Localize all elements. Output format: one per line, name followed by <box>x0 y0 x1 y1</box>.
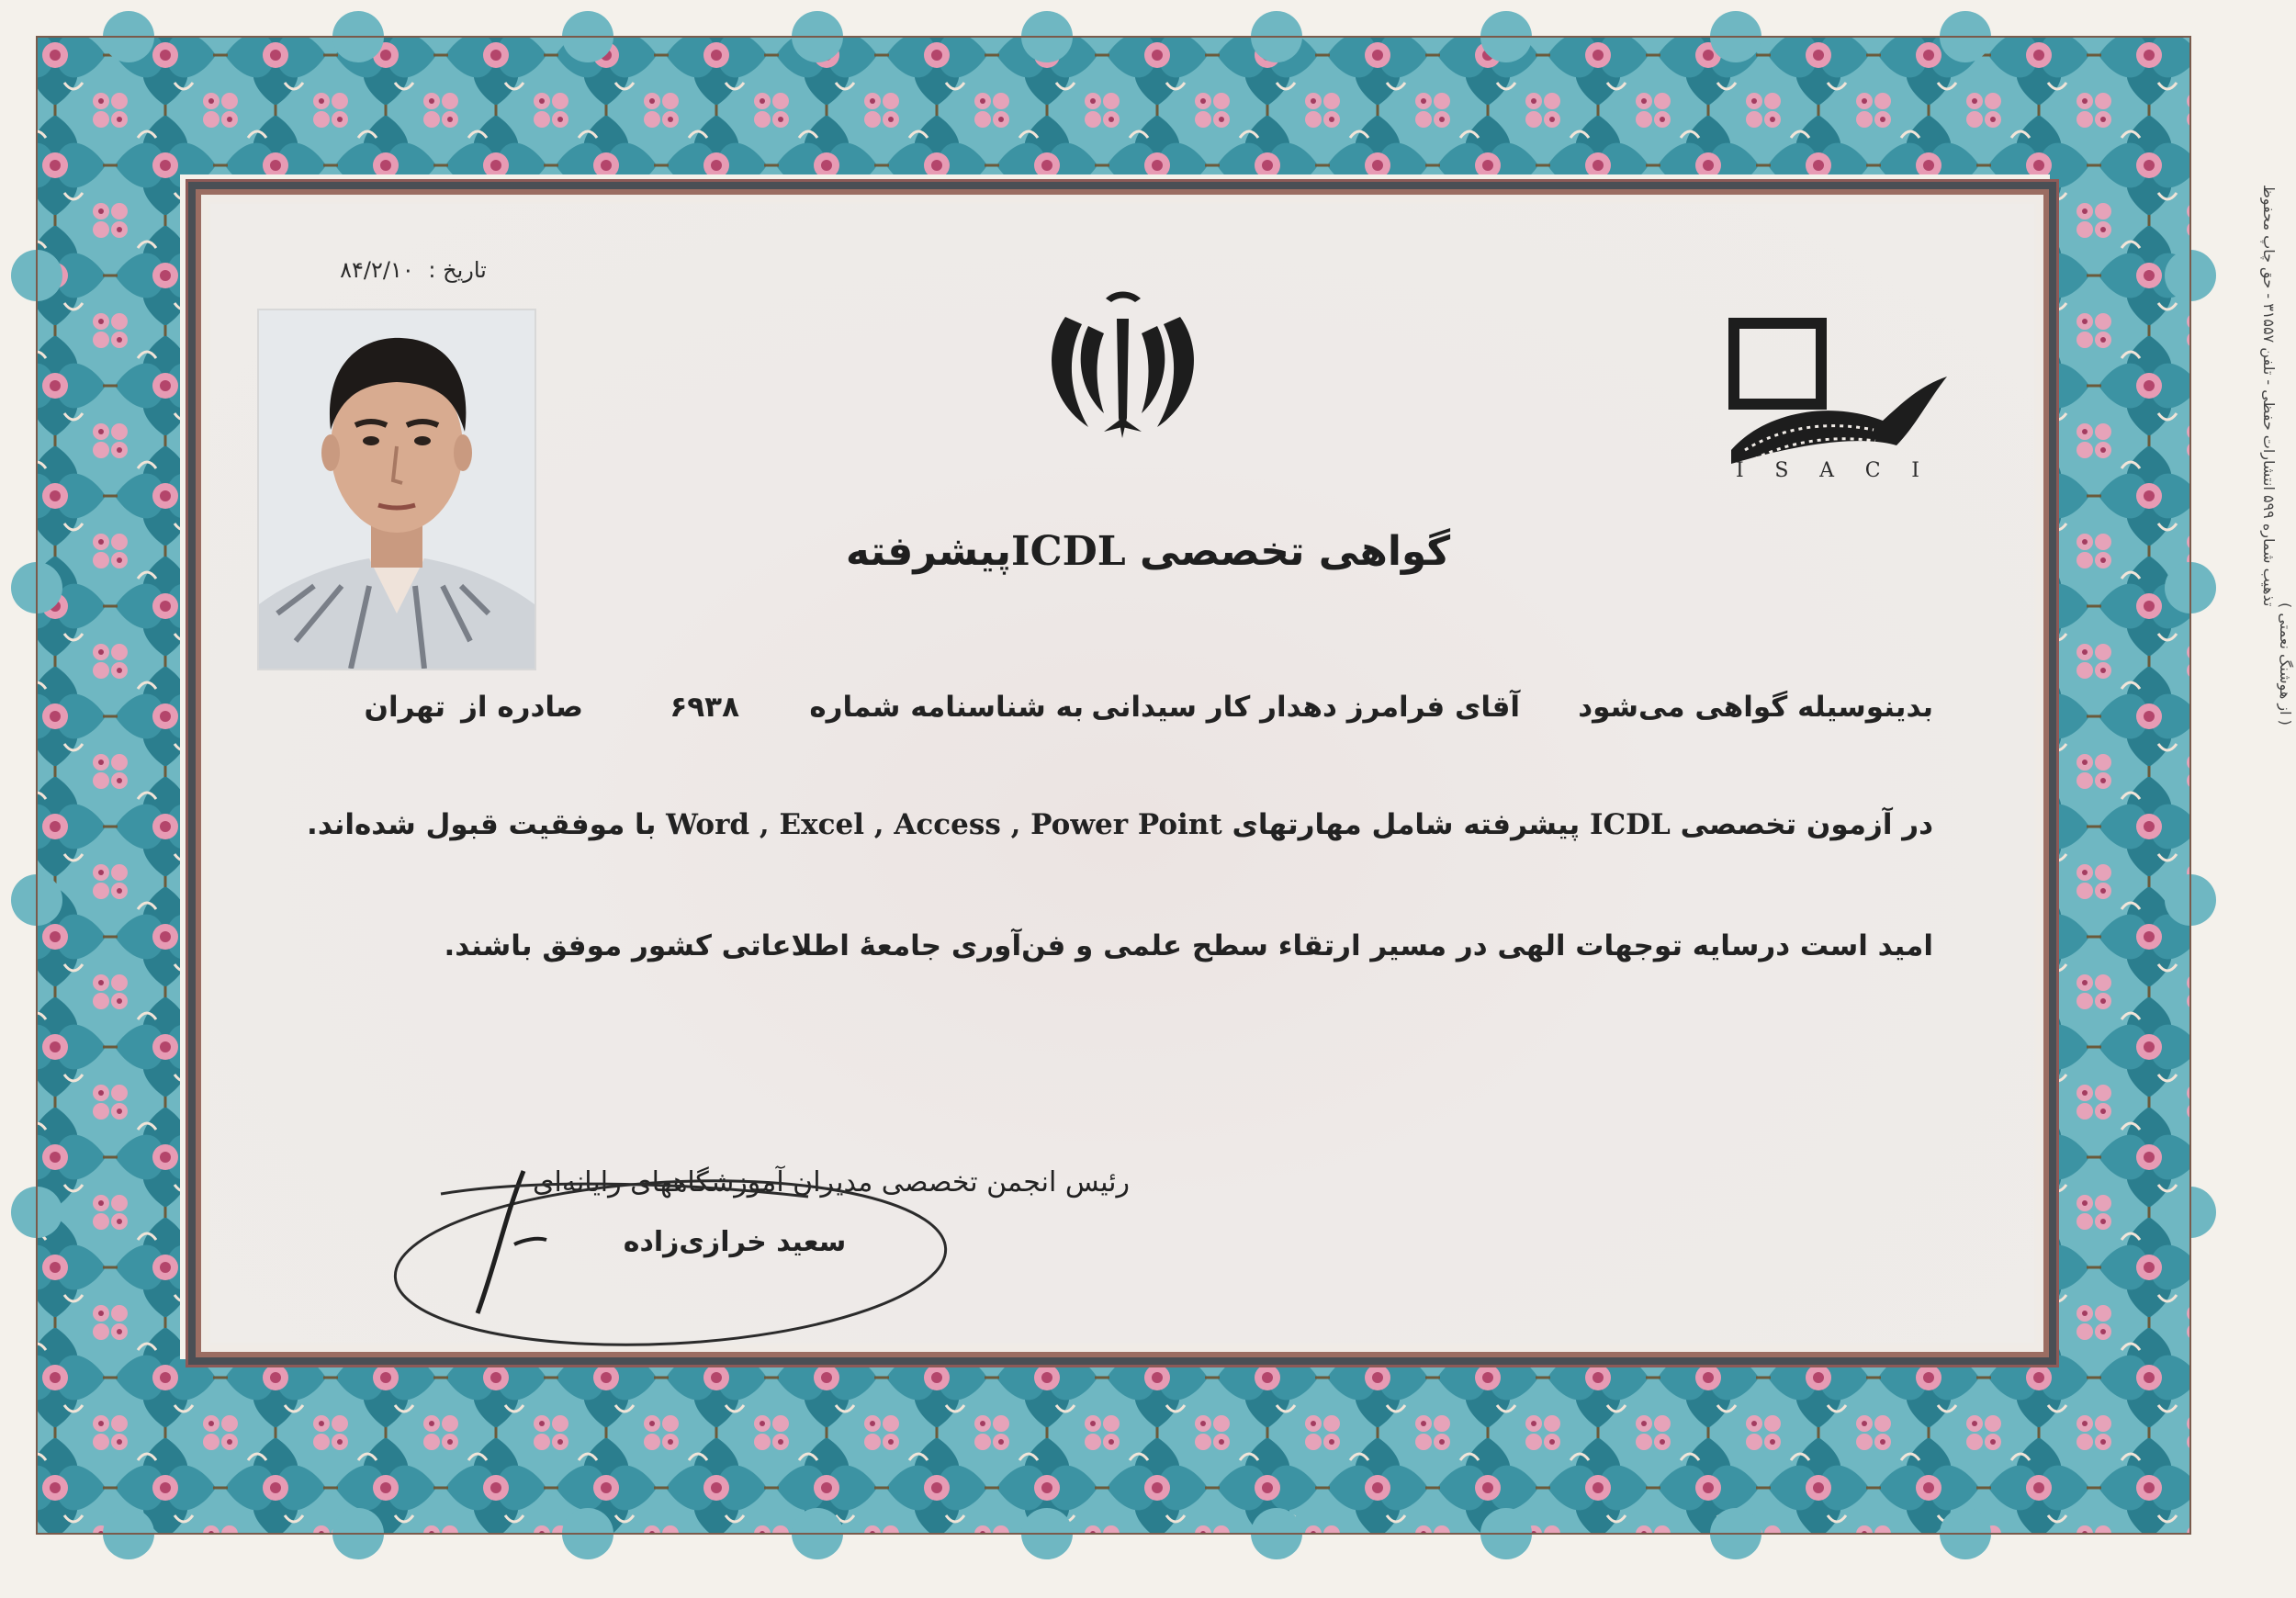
certificate-line-3: امید است درسایه توجهات الهی در مسیر ارتقاء سطح علمی و فن‌آوری جامعهٔ اطلاعاتی کشور موفق باشند. <box>444 929 1933 962</box>
isaci-letters: I S A C I <box>1736 459 1919 482</box>
date-label: تاریخ : <box>428 257 487 283</box>
national-emblem-icon <box>1038 280 1208 445</box>
portrait-photo <box>257 309 536 670</box>
issued-label: صادره از <box>461 691 583 724</box>
issued-city: تهران <box>364 691 445 724</box>
handwritten-signature <box>386 1153 955 1355</box>
skills-list: Word , Excel , Access , Power Point <box>666 808 1222 841</box>
id-label: به شناسنامه شماره <box>809 691 1084 724</box>
certificate-line-2: در آزمون تخصصی ICDL پیشرفته شامل مهارتهای Word , Excel , Access , Power Point با موفقیت قبول شده‌اند. <box>307 808 1933 841</box>
date-value: ۸۴/۲/۱۰ <box>340 257 414 283</box>
recipient-name: آقای فرامرز دهدار کار سیدانی <box>1091 691 1520 724</box>
printer-note-artist: ( از هوشنگ نعمتی ) <box>2277 602 2294 726</box>
intro-text: بدینوسیله گواهی می‌شود <box>1578 691 1933 724</box>
date-line <box>276 257 551 283</box>
certificate-title: گواهی تخصصی ICDLپیشرفته <box>845 528 1451 575</box>
signatory-name: سعید خرازی‌زاده <box>623 1226 847 1258</box>
signatory-title: رئیس انجمن تخصصی مدیران آموزشگاههای رایانه‌ای <box>533 1166 1130 1198</box>
id-number: ۶۹۳۸ <box>670 691 739 724</box>
printer-note: تذهیب شماره ۵۹۹ انتشارات حفظی - تلفن ۳۱۵۵۷ - حق چاپ محفوظ <box>2260 184 2278 606</box>
